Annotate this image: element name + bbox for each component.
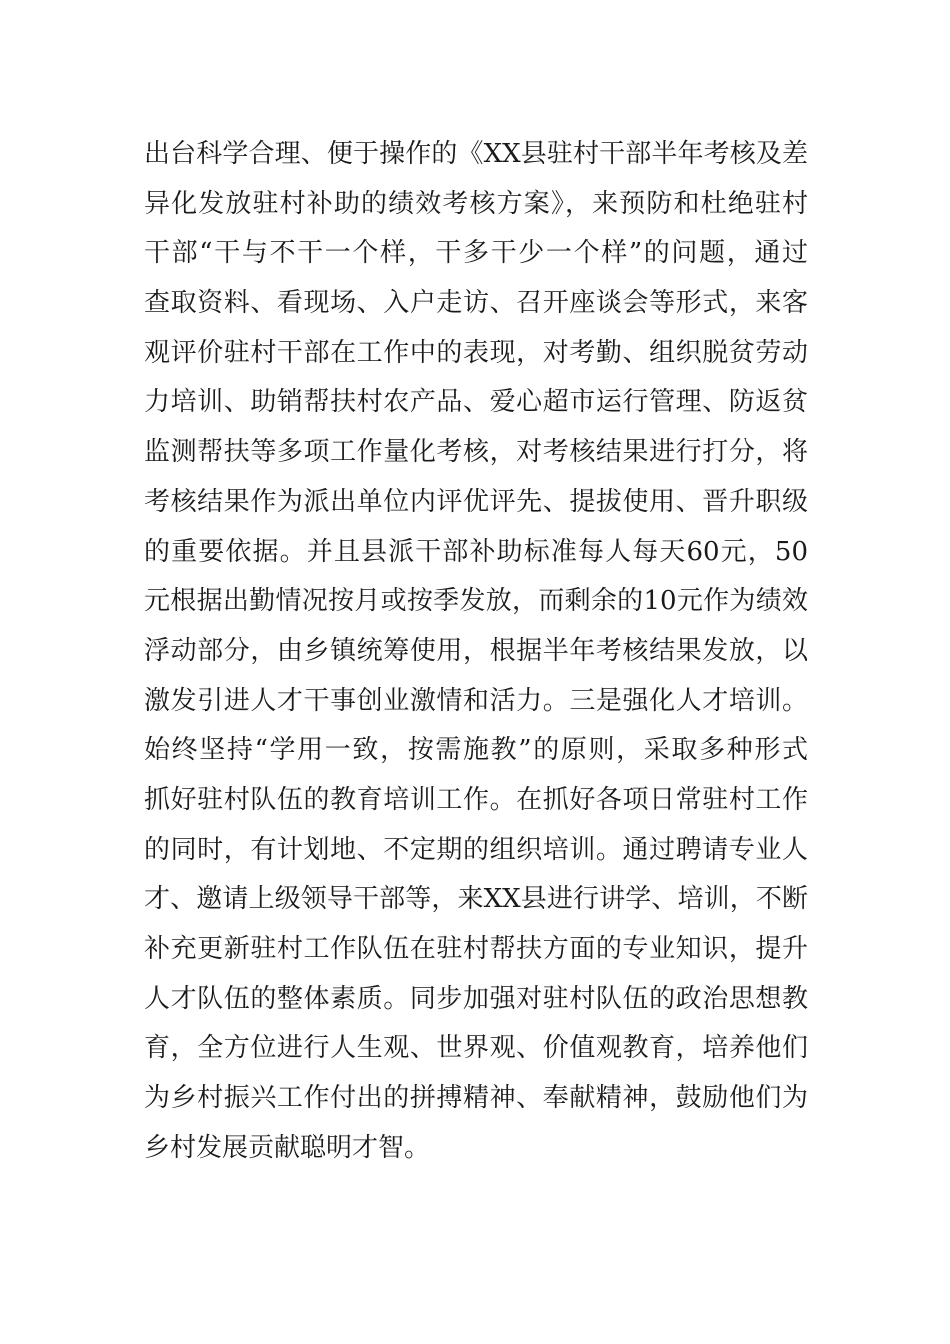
text-line: 始终坚持“学用一致，按需施教”的原则，采取多种形式 — [144, 735, 808, 766]
text-line: 力培训、助销帮扶村农产品、爱心超市运行管理、防返贫 — [144, 387, 808, 418]
text-line: 考核结果作为派出单位内评优评先、提拔使用、晋升职级 — [144, 486, 808, 517]
text-line: 的同时，有计划地、不定期的组织培训。通过聘请专业人 — [144, 834, 808, 865]
text-line: 元根据出勤情况按月或按季发放，而剩余的10元作为绩效 — [144, 586, 808, 617]
text-line: 补充更新驻村工作队伍在驻村帮扶方面的专业知识，提升 — [144, 934, 808, 964]
text-line: 乡村发展贡献聪明才智。 — [144, 1132, 431, 1163]
text-line: 干部“干与不干一个样，干多干少一个样”的问题，通过 — [144, 238, 808, 269]
text-line: 人才队伍的整体素质。同步加强对驻村队伍的政治思想教 — [144, 983, 808, 1014]
text-line: 出台科学合理、便于操作的《XX县驻村干部半年考核及差 — [144, 139, 808, 169]
text-line: 监测帮扶等多项工作量化考核，对考核结果进行打分，将 — [144, 437, 808, 468]
text-line: 观评价驻村干部在工作中的表现，对考勤、组织脱贫劳动 — [144, 337, 808, 368]
text-line: 才、邀请上级领导干部等，来XX县进行讲学、培训，不断 — [144, 884, 808, 915]
text-line: 为乡村振兴工作付出的拼搏精神、奉献精神，鼓励他们为 — [144, 1083, 808, 1114]
text-line: 激发引进人才干事创业激情和活力。三是强化人才培训。 — [144, 685, 808, 716]
text-line: 抓好驻村队伍的教育培训工作。在抓好各项日常驻村工作 — [144, 784, 808, 815]
text-line: 异化发放驻村补助的绩效考核方案》，来预防和杜绝驻村 — [144, 188, 808, 219]
text-line: 浮动部分，由乡镇统筹使用，根据半年考核结果发放，以 — [144, 635, 808, 666]
text-line: 育，全方位进行人生观、世界观、价值观教育，培养他们 — [144, 1033, 808, 1064]
text-line: 查取资料、看现场、入户走访、召开座谈会等形式，来客 — [144, 288, 808, 319]
body-paragraph — [144, 130, 808, 1173]
text-line: 的重要依据。并且县派干部补助标准每人每天60元，50 — [144, 536, 808, 567]
